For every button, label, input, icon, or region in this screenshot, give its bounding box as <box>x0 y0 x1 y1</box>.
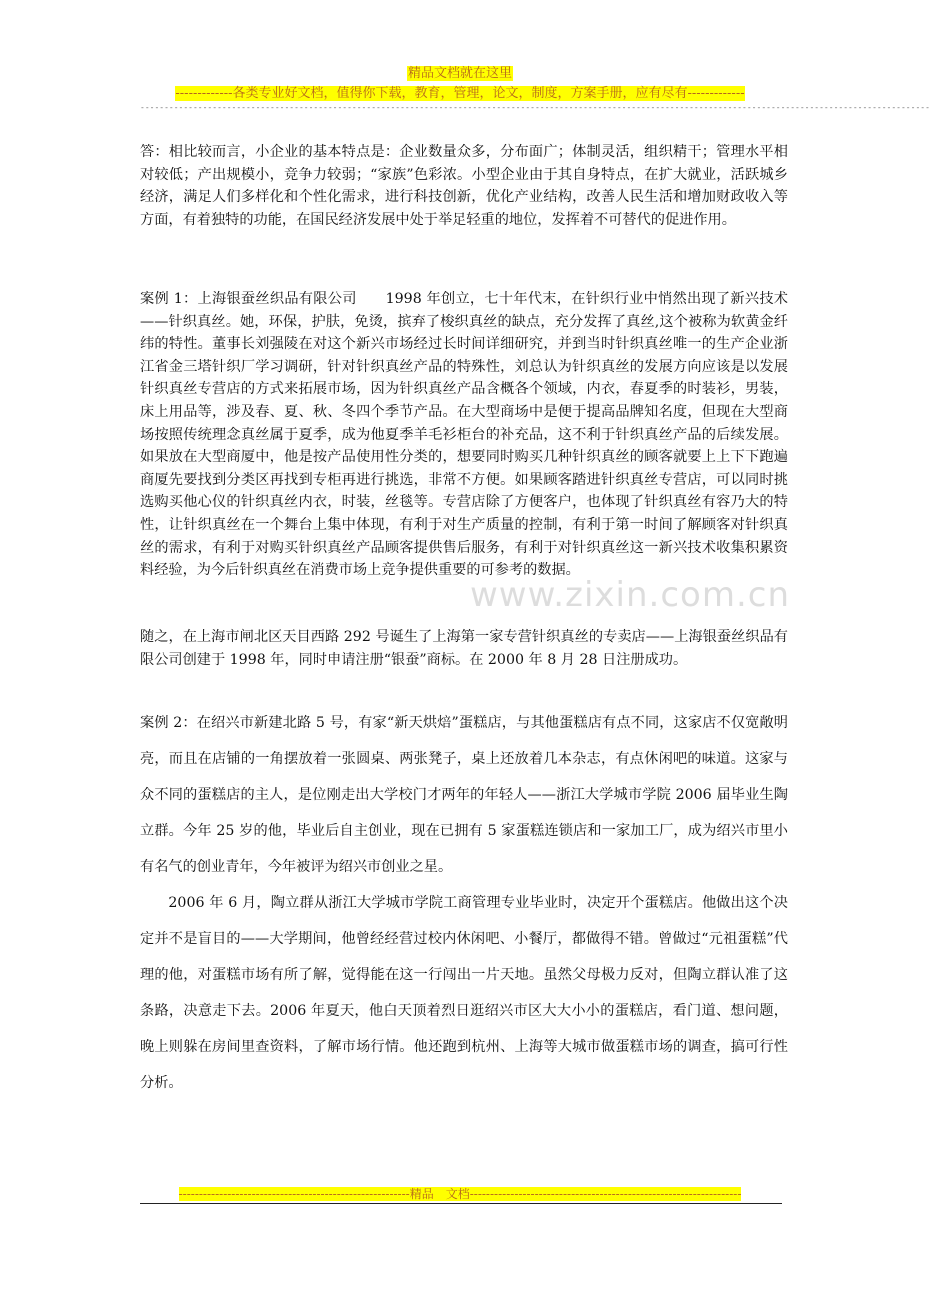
answer-paragraph <box>140 141 788 231</box>
answer-text: 答：相比较而言，小企业的基本特点是：企业数量众多，分布面广；体制灵活，组织精干；管理水平相对较低；产出规模小，竞争力较弱；“家族”色彩浓。小型企业由于其自身特点，在扩大就业，活跃城乡经济，满足人们多样化和个性化需求，进行科技创新，优化产业结构，改善人民生活和增加财政收入等方面，有着独特的功能，在国民经济发展中处于举足轻重的地位，发挥着不可替代的促进作用。 <box>140 144 788 228</box>
case1-paragraph <box>140 288 788 582</box>
header-banner-text: -------------各类专业好文档，值得你下载，教育，管理，论文，制度，方案手册，应有尽有------------- <box>175 86 745 101</box>
footer-banner <box>155 1186 765 1202</box>
header-title-text: 精品文档就在这里 <box>407 66 512 81</box>
watermark: www.zixin.com.cn <box>470 575 790 615</box>
case1-followup-paragraph <box>140 626 788 671</box>
footer-text: ---------------------------------------------------------精品 文档------------------------------------------------------------------- <box>178 1187 742 1201</box>
case2-text: 案例 2：在绍兴市新建北路 5 号，有家“新天烘焙”蛋糕店，与其他蛋糕店有点不同，这家店不仅宽敞明亮，而且在店铺的一角摆放着一张圆桌、两张凳子，桌上还放着几本杂志，有点休闲吧的味道。这家与众不同的蛋糕店的主人，是位刚走出大学校门才两年的年轻人——浙江大学城市学院 2006 届毕业生陶立群。今年 25 岁的他，毕业后自主创业，现在已拥有 5 家蛋糕连锁店和一家加工厂，成为绍兴市里小有名气的创业青年，今年被评为绍兴市创业之星。 <box>140 715 788 875</box>
header-dash-line: -------------------------------------------------------------------------------------------------------------------------------------------------------------------- <box>140 103 930 112</box>
case2-story-paragraph <box>140 885 788 1101</box>
case2-paragraph <box>140 705 788 885</box>
header-banner <box>0 86 920 102</box>
header-title <box>0 66 920 82</box>
case1-followup-text: 随之，在上海市闸北区天目西路 292 号诞生了上海第一家专营针织真丝的专卖店——上海银蚕丝织品有限公司创建于 1998 年，同时申请注册“银蚕”商标。在 2000 年 8 月 28 日注册成功。 <box>140 629 788 668</box>
footer-rule <box>140 1203 782 1204</box>
case2-story-text: 2006 年 6 月，陶立群从浙江大学城市学院工商管理专业毕业时，决定开个蛋糕店。他做出这个决定并不是盲目的——大学期间，他曾经经营过校内休闲吧、小餐厅，都做得不错。曾做过“元祖蛋糕”代理的他，对蛋糕市场有所了解，觉得能在这一行闯出一片天地。虽然父母极力反对，但陶立群认准了这条路，决意走下去。2006 年夏天，他白天顶着烈日逛绍兴市区大大小小的蛋糕店，看门道、想问题，晚上则躲在房间里查资料，了解市场行情。他还跑到杭州、上海等大城市做蛋糕市场的调查，搞可行性分析。 <box>140 895 788 1091</box>
case1-text: 案例 1：上海银蚕丝织品有限公司 1998 年创立，七十年代末，在针织行业中悄然出现了新兴技术——针织真丝。她，环保，护肤，免烫，摈弃了梭织真丝的缺点，充分发挥了真丝,这个被称为软黄金纤纬的特性。董事长刘强陵在对这个新兴市场经过长时间详细研究，并到当时针织真丝唯一的生产企业浙江省金三塔针织厂学习调研，针对针织真丝产品的特殊性，刘总认为针织真丝的发展方向应该是以发展针织真丝专营店的方式来拓展市场，因为针织真丝产品含概各个领域，内衣，春夏季的时装衫，男装，床上用品等，涉及春、夏、秋、冬四个季节产品。在大型商场中是便于提高品牌知名度，但现在大型商场按照传统理念真丝属于夏季，成为他夏季羊毛衫柜台的补充品，这不利于针织真丝产品的后续发展。如果放在大型商厦中，他是按产品使用性分类的，想要同时购买几种针织真丝的顾客就要上上下下跑遍商厦先要找到分类区再找到专柜再进行挑选，非常不方便。如果顾客踏进针织真丝专营店，可以同时挑选购买他心仪的针织真丝内衣，时装，丝毯等。专营店除了方便客户，也体现了针织真丝有容乃大的特性，让针织真丝在一个舞台上集中体现，有利于对生产质量的控制，有利于第一时间了解顾客对针织真丝的需求，有利于对购买针织真丝产品顾客提供售后服务，有利于对针织真丝这一新兴技术收集积累资料经验，为今后针织真丝在消费市场上竞争提供重要的可参考的数据。 <box>140 291 788 579</box>
